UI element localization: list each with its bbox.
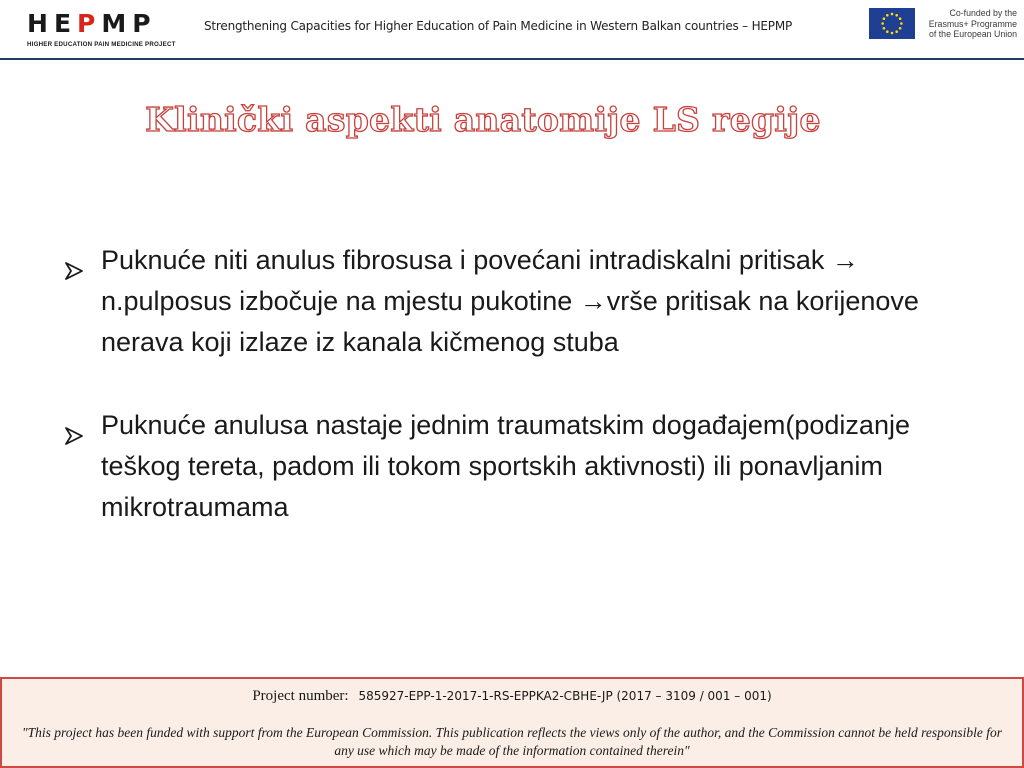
header-divider — [0, 58, 1024, 60]
slide-header — [0, 0, 1024, 58]
arrow-bullet-icon — [64, 417, 84, 437]
bullet-text: Puknuće niti anulus fibrosusa i povećani intradiskalni pritisak → n.pulposus izbočuje na mjestu pukotine →vrše pritisak na korijenove nerava koji izlaze iz kanala kičmenog stuba — [101, 245, 919, 357]
eu-disclaimer: "This project has been funded with support from the European Commission. This publication reflects the views only of the author, and the Commission cannot be held responsible for any use which may be made of the information contained therein" — [22, 725, 1002, 758]
bullet-text: Puknuće anulusa nastaje jednim traumatskim događajem(podizanje teškog tereta, padom ili tokom sportskih aktivnosti) ili ponavljanim mikrotraumama — [101, 410, 910, 522]
project-number-label: Project number: — [252, 688, 349, 704]
bullet-item — [64, 240, 944, 363]
arrow-bullet-icon — [64, 252, 84, 272]
slide-title: Klinički aspekti anatomije LS regije — [145, 100, 821, 139]
project-number-value: 585927-EPP-1-2017-1-RS-EPPKA2-CBHE-JP (2017 – 3109 / 001 – 001) — [358, 689, 772, 703]
funding-footer — [0, 677, 1024, 768]
erasmus-cofunding-label: Co-funded by the Erasmus+ Programme of the European Union — [928, 8, 1017, 39]
project-title: Strengthening Capacities for Higher Education of Pain Medicine in Western Balkan countries – HEPMP — [204, 19, 793, 33]
eu-flag-icon — [869, 8, 915, 39]
logo-letters: HEPMP — [27, 9, 157, 38]
logo-subtitle: HIGHER EDUCATION PAIN MEDICINE PROJECT — [27, 41, 176, 48]
bullet-list — [64, 240, 944, 528]
project-number — [2, 687, 1022, 705]
hepmp-logo — [27, 11, 187, 51]
bullet-item — [64, 405, 944, 528]
